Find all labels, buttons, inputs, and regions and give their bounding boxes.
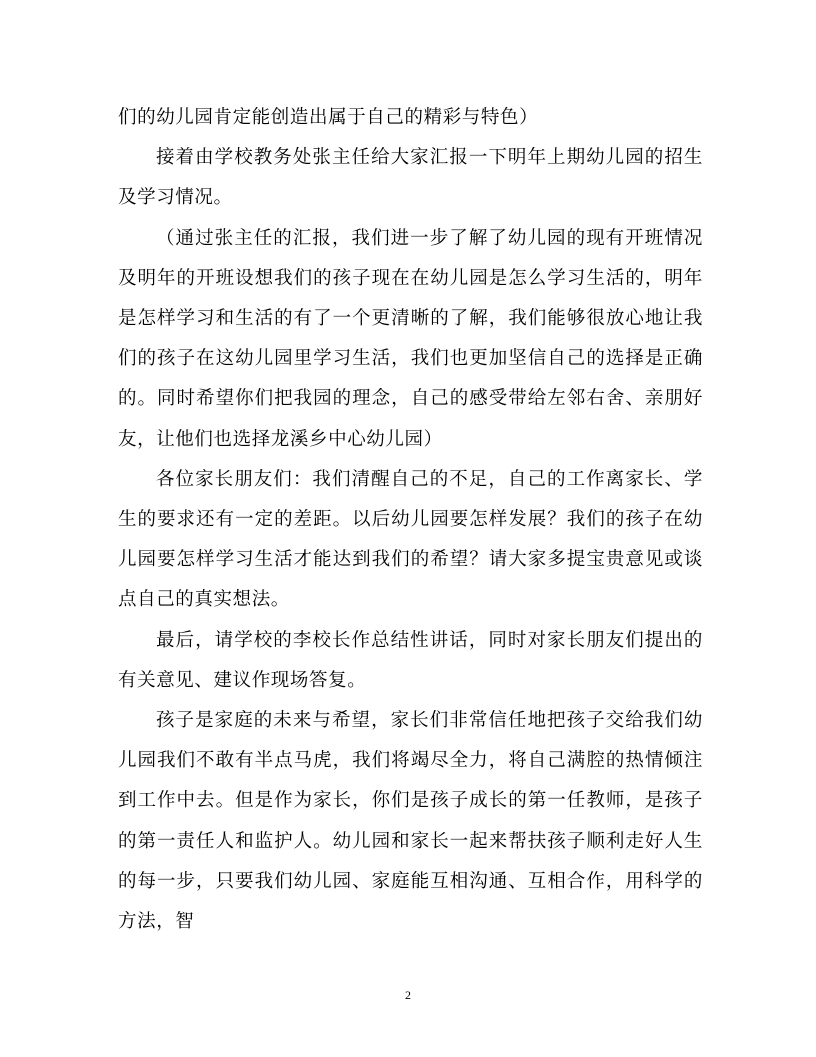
- page-number: 2: [405, 988, 411, 1002]
- paragraph-parents-feedback: 各位家长朋友们：我们清醒自己的不足，自己的工作离家长、学生的要求还有一定的差距。以后幼儿园要怎样发展？我们的孩子在幼儿园要怎样学习生活才能达到我们的希望？请大家多提宝贵意见或谈点自己的真实想法。: [118, 468, 703, 611]
- paragraph-continuation: 们的幼儿园肯定能创造出属于自己的精彩与特色）: [118, 107, 539, 128]
- paragraph-family-cooperation: 孩子是家庭的未来与希望，家长们非常信任地把孩子交给我们幼儿园我们不敢有半点马虎，我们将竭尽全力，将自己满腔的热情倾注到工作中去。但是作为家长，你们是孩子成长的第一任教师，是孩子的第一责任人和监护人。幼儿园和家长一起来帮扶孩子顺利走好人生的每一步，只要我们幼儿园、家庭能互相沟通、互相合作，用科学的方法，智: [118, 710, 703, 933]
- paragraph-enrollment-report: 接着由学校教务处张主任给大家汇报一下明年上期幼儿园的招生及学习情况。: [118, 147, 703, 209]
- paragraph-report-summary: （通过张主任的汇报，我们进一步了解了幼儿园的现有开班情况及明年的开班设想我们的孩子现在在幼儿园是怎么学习生活的，明年是怎样学习和生活的有了一个更清晰的了解，我们能够很放心地让我们的孩子在这幼儿园里学习生活，我们也更加坚信自己的选择是正确的。同时希望你们把我园的理念，自己的感受带给左邻右舍、亲朋好友，让他们也选择龙溪乡中心幼儿园）: [118, 227, 703, 450]
- paragraph-principal-closing: 最后，请学校的李校长作总结性讲话，同时对家长朋友们提出的有关意见、建议作现场答复。: [118, 629, 703, 691]
- document-body: [118, 98, 703, 942]
